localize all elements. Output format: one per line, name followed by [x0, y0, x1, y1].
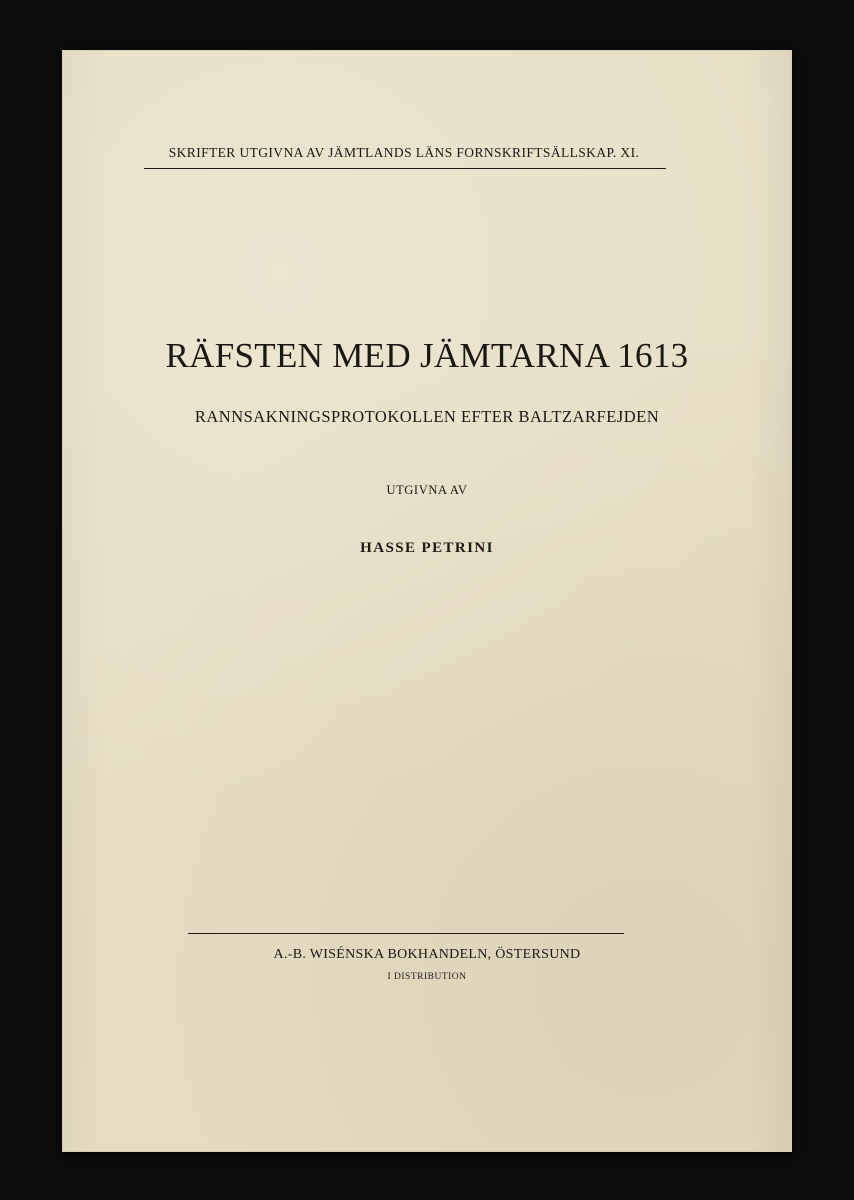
top-rule [144, 168, 666, 169]
editor-name: HASSE PETRINI [360, 540, 494, 556]
series-line: SKRIFTER UTGIVNA AV JÄMTLANDS LÄNS FORNSKRIFTSÄLLSKAP. XI. [168, 145, 640, 160]
book-subtitle: RANNSAKNINGSPROTOKOLLEN EFTER BALTZARFEJDEN [194, 407, 660, 426]
book-title: RÄFSTEN MED JÄMTARNA 1613 [165, 336, 689, 375]
book-cover [62, 50, 792, 1152]
publisher-line: A.-B. WISÉNSKA BOKHANDELN, ÖSTERSUND [273, 947, 581, 962]
bottom-rule [188, 933, 624, 934]
editor-label: UTGIVNA AV [386, 483, 468, 497]
distribution-line: I DISTRIBUTION [387, 972, 467, 982]
